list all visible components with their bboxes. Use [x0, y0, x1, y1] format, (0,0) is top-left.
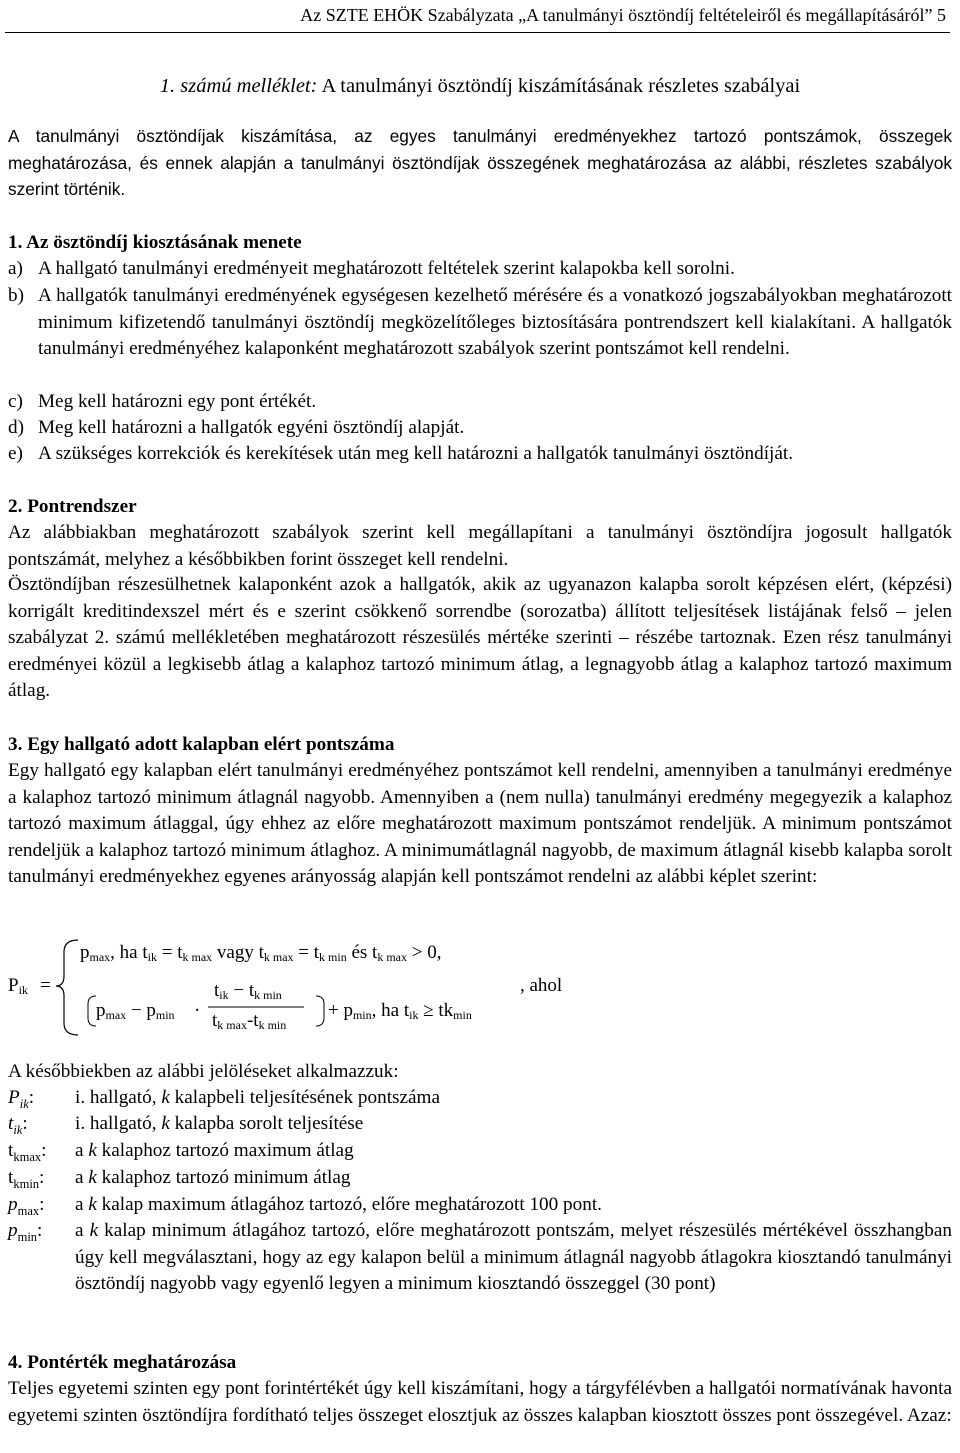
notation-row-pmax: [8, 1192, 952, 1219]
left-paren: [88, 996, 96, 1026]
annex-title-text: A tanulmányi ösztöndíj kiszámításának részletes szabályai: [317, 75, 801, 97]
list-marker: e): [8, 443, 23, 464]
header-rule: [5, 32, 950, 33]
formula-lhs: $P_{ik}$: [8, 975, 28, 997]
list-item-e: [8, 441, 952, 468]
formula-ahol: , ahol: [520, 975, 563, 996]
notation-symbol: $t_{kmax}$:: [8, 1140, 47, 1164]
notation-symbol: $t_{kmin}$:: [8, 1167, 45, 1191]
right-paren: [316, 996, 324, 1026]
section-2-heading: 2. Pontrendszer: [8, 496, 137, 517]
notation-text: a k kalaphoz tartozó minimum átlag: [75, 1167, 351, 1188]
piecewise-formula: [0, 928, 960, 1043]
section-4-paragraph: Teljes egyetemi szinten egy pont forintértékét úgy kell kiszámítani, hogy a tárgyfélévben a hallgatói normatívának havonta egyetemi szinten ösztöndíjra fordítható teljes összeget elosztjuk az összes kalapban kiosztott összes pont összegével. Azaz:: [8, 1378, 952, 1426]
list-item-d: [8, 415, 952, 442]
intro-paragraph: A tanulmányi ösztöndíjak kiszámítása, az egyes tanulmányi eredményekhez tartozó pontszámok, összegek meghatározása, és ennek alapján a tanulmányi ösztöndíjak összegének meghatározása az alábbi, részletes szabályok szerint történik.: [8, 126, 952, 199]
notation-text: a k kalaphoz tartozó maximum átlag: [75, 1140, 354, 1161]
notation-row-tik: [8, 1111, 952, 1138]
notation-symbol: $t_{ik}$:: [8, 1113, 28, 1137]
list-item-text: A hallgató tanulmányi eredményeit meghatározott feltételek szerint kalapokba kell sorolni.: [38, 258, 735, 279]
list-item-text: A szükséges korrekciók és kerekítések után meg kell határozni a hallgatók tanulmányi ösztöndíját.: [38, 443, 794, 464]
annex-title: [0, 73, 960, 99]
list-item-c: [8, 389, 952, 416]
formula-case-2-right: + $p_{min}$, ha $t_{ik} \ge tk_{min}$: [328, 1000, 472, 1022]
section-2-paragraph-1: Az alábbiakban meghatározott szabályok szerint kell megállapítani a tanulmányi ösztöndíjra jogosult hallgatók pontszámát, melyhez a későbbikben forint összeget kell rendelni.: [8, 522, 952, 570]
notation-symbol: $p_{min}$:: [8, 1220, 43, 1244]
notation-text: i. hallgató, k kalapba sorolt teljesítése: [75, 1113, 364, 1134]
list-item-b: [8, 283, 952, 363]
running-header: Az SZTE EHÖK Szabályzata „A tanulmányi ösztöndíj feltételeiről és megállapításáról” 5: [300, 5, 946, 25]
left-brace: [56, 940, 78, 1035]
formula-numerator: $t_{ik} - t_{k min}$: [214, 980, 282, 1002]
section-3-paragraph: Egy hallgató egy kalapban elért tanulmányi eredményéhez pontszámot kell rendelni, amennyiben a tanulmányi eredménye a kalaphoz tartozó minimum átlagnál nagyobb. Amennyiben a (nem nulla) tanulmányi eredmény megegyezik a kalaphoz tartozó maximum átlaggal, úgy ehhez az előre meghatározott maximum pontszámot rendeljük. A minimum pontszámot rendeljük a kalaphoz tartozó minimum átlaghoz. A minimumátlagnál nagyobb, de maximum átlagnál kisebb kalapba sorolt tanulmányi eredményekhez egyenes arányosság alapján kell pontszámot rendelni az alábbi képlet szerint:: [8, 760, 952, 888]
notation-intro: A későbbiekben az alábbi jelöléseket alkalmazzuk:: [8, 1061, 399, 1082]
list-marker: a): [8, 258, 23, 279]
formula-case-1: $p_{max}$, ha $t_{ik} = t_{k max}$ vagy $t_{k max} = t_{k min}$ és $t_{k max} > 0$,: [80, 942, 442, 964]
list-item-text: A hallgatók tanulmányi eredményének egységesen kezelhető mérésére és a vonatkozó jogszabályokban meghatározott minimum kifizetendő tanulmányi ösztöndíj megközelítőleges biztosítására pontrendszert kell kialakítani. A hallgatók tanulmányi eredményéhez kalaponként meghatározott szabályok szerint pontszámot kell rendelni.: [38, 285, 952, 359]
notation-text: a k kalap minimum átlagához tartozó, előre meghatározott pontszám, melyet részesülés mértékével összhangban úgy kell megválasztani, hogy az egy kalapon belül a minimum átlagnál nagyobb átlagokra kiosztandó tanulmányi ösztöndíj nagyobb vagy egyenlő legyen a minimum kiosztandó összeggel (30 pont): [75, 1220, 952, 1295]
list-item-a: [8, 256, 952, 283]
notation-row-pmin: [8, 1218, 952, 1298]
notation-symbol: $p_{max}$:: [8, 1194, 45, 1218]
section-2-paragraph-2: Ösztöndíjban részesülhetnek kalaponként azok a hallgatók, akik az ugyanazon kalapba sorolt képzésen elért, (képzési) korrigált kreditindexszel mért és e szerint csökkenő sorrendbe (sorozatba) állított teljesítések listájának felső – jelen szabályzat 2. számú mellékletében meghatározott részesülés mértéke szerinti – részébe tartoznak. Ezen rész tanulmányi eredményei közül a legkisebb átlag a kalaphoz tartozó minimum átlag, a legnagyobb átlag a kalaphoz tartozó maximum átlag.: [8, 574, 952, 702]
formula-denominator: $t_{k max}-t_{k min}$: [212, 1010, 287, 1032]
list-marker: d): [8, 417, 24, 438]
formula-case-2-left: $p_{max} - p_{min}$: [96, 1000, 175, 1022]
notation-row-tkmax: [8, 1138, 952, 1165]
formula-equals: =: [40, 975, 51, 996]
list-item-text: Meg kell határozni a hallgatók egyéni ösztöndíj alapját.: [38, 417, 465, 438]
formula-dot: ·: [194, 1000, 201, 1021]
notation-row-pik: [8, 1085, 952, 1112]
list-item-text: Meg kell határozni egy pont értékét.: [38, 391, 317, 412]
notation-text: a k kalap maximum átlagához tartozó, előre meghatározott 100 pont.: [75, 1194, 602, 1215]
list-marker: c): [8, 391, 23, 412]
notation-row-tkmin: [8, 1165, 952, 1192]
section-3-heading: 3. Egy hallgató adott kalapban elért pontszáma: [8, 734, 395, 755]
section-1-heading: 1. Az ösztöndíj kiosztásának menete: [8, 232, 302, 253]
notation-text: i. hallgató, k kalapbeli teljesítésének pontszáma: [75, 1087, 440, 1108]
annex-title-prefix: 1. számú melléklet:: [159, 75, 318, 97]
notation-symbol: $P_{ik}$:: [8, 1087, 35, 1111]
list-marker: b): [8, 285, 24, 306]
section-4-heading: 4. Pontérték meghatározása: [8, 1352, 237, 1373]
